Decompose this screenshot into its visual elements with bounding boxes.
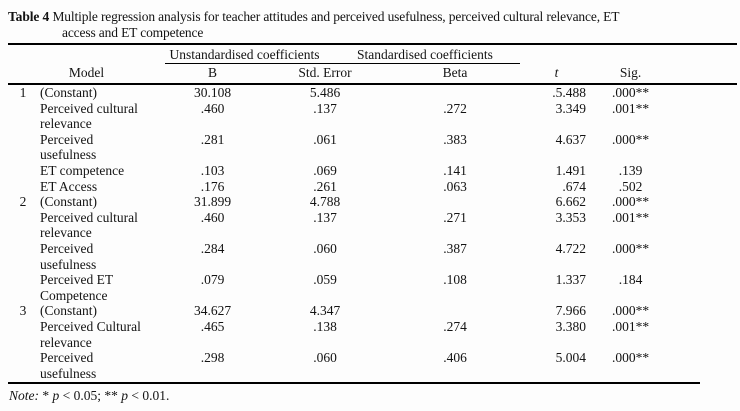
table-row [8, 84, 737, 101]
table-row [8, 210, 737, 241]
predictor-cell: (Constant) [40, 194, 97, 210]
sig-cell: .139 [618, 162, 643, 178]
t-value-cell: 4.722 [555, 240, 587, 256]
row-spacer-cell [668, 179, 737, 195]
note-text-2: < 0.05; ** [59, 388, 122, 404]
beta-cell: .271 [443, 209, 467, 225]
beta-cell: .387 [443, 240, 467, 256]
t-value-cell: 3.380 [555, 318, 587, 334]
std-error-cell: .069 [313, 162, 337, 178]
beta-cell [390, 303, 520, 319]
predictor-cell: ET competence [40, 162, 125, 178]
table-title-line1 [8, 9, 740, 25]
column-header-std-error: Std. Error [260, 64, 390, 85]
sig-cell: .001** [611, 318, 650, 334]
t-value-cell: .5.488 [552, 85, 587, 100]
predictor-cell: (Constant) [40, 303, 97, 319]
table-row [8, 319, 737, 350]
spanner-gap-right [520, 44, 737, 64]
model-number-cell [8, 101, 38, 132]
predictor-cell: Perceived Cultural relevance [40, 318, 141, 350]
std-error-cell: .138 [313, 318, 337, 334]
beta-cell: .274 [443, 318, 467, 334]
table-row [8, 163, 737, 179]
beta-cell [390, 84, 520, 101]
coefficient-b-cell: .284 [200, 240, 225, 256]
sig-cell: .184 [618, 272, 643, 288]
coefficient-b-cell: .460 [200, 209, 225, 225]
model-number-cell [8, 132, 38, 163]
predictor-cell: ET Access [40, 178, 98, 194]
column-header-beta: Beta [390, 64, 520, 85]
table-row [8, 101, 737, 132]
coefficient-b-cell: .465 [200, 318, 225, 334]
note-text-3: < 0.01. [128, 388, 170, 404]
predictor-cell: Perceived usefulness [40, 350, 97, 381]
std-error-cell: 4.347 [309, 303, 341, 319]
table-row [8, 179, 737, 195]
t-value-cell: 6.662 [555, 194, 587, 210]
spanner-standardised [357, 44, 520, 64]
sig-cell: .001** [611, 209, 650, 225]
model-number-cell: 2 [19, 194, 27, 210]
beta-cell: .063 [443, 178, 467, 194]
table-title-text: Multiple regression analysis for teacher attitudes and perceived usefulness, perceived cultural relevance, ET [52, 9, 620, 24]
predictor-cell: Perceived cultural relevance [40, 209, 138, 241]
model-number-cell: 1 [19, 85, 27, 100]
note-p-2: p [121, 388, 128, 404]
column-header-t [520, 64, 593, 85]
beta-cell: .108 [443, 272, 467, 288]
model-number-cell [8, 163, 38, 179]
beta-cell: .272 [443, 100, 467, 116]
std-error-cell: .137 [313, 100, 337, 116]
t-value-cell: 3.353 [555, 209, 587, 225]
std-error-cell: .261 [313, 178, 337, 194]
note-text-1: * [39, 388, 53, 404]
table-number-label: Table 4 [8, 9, 50, 24]
t-value-cell: 1.337 [555, 272, 587, 288]
table-title-line2: access and ET competence [62, 25, 204, 40]
row-spacer-cell [668, 350, 737, 381]
column-header-sig: Sig. [593, 64, 668, 85]
row-spacer-cell [668, 163, 737, 179]
table-row [8, 132, 737, 163]
table-row [8, 303, 737, 319]
coefficient-b-cell: 31.899 [193, 194, 232, 210]
note-label: Note: [9, 388, 39, 404]
std-error-cell: .137 [313, 209, 337, 225]
sig-cell: .502 [618, 178, 643, 194]
sig-cell: .000** [611, 194, 650, 210]
coefficient-b-cell: .079 [200, 272, 225, 288]
t-value-cell: 1.491 [555, 162, 587, 178]
std-error-cell: 4.788 [309, 194, 341, 210]
spanner-gap [8, 44, 165, 64]
column-header-model: Model [8, 64, 165, 85]
table-row [8, 272, 737, 303]
table-row [8, 194, 737, 210]
coefficient-b-cell: 34.627 [193, 303, 232, 319]
row-spacer-cell [668, 303, 737, 319]
sig-cell: .000** [611, 131, 650, 147]
predictor-cell: Perceived ET Competence [40, 272, 114, 303]
row-spacer-cell [668, 319, 737, 350]
coefficient-b-cell: .103 [200, 162, 225, 178]
t-label: t [554, 64, 559, 80]
std-error-cell: .060 [313, 350, 337, 366]
coefficient-b-cell: 30.108 [193, 85, 232, 100]
regression-table [8, 43, 737, 381]
coefficient-b-cell: .176 [200, 178, 225, 194]
coefficient-b-cell: .281 [200, 131, 225, 147]
t-value-cell: 3.349 [555, 100, 587, 116]
model-number-cell [8, 350, 38, 381]
model-number-cell [8, 272, 38, 303]
column-header-b: B [165, 64, 260, 85]
std-error-cell: 5.486 [309, 85, 341, 100]
table-row [8, 241, 737, 272]
beta-cell: .406 [443, 350, 467, 366]
row-spacer-cell [668, 132, 737, 163]
row-spacer-cell [668, 241, 737, 272]
t-value-cell: .674 [562, 178, 587, 194]
note-p-1: p [52, 388, 60, 404]
model-number-cell [8, 179, 38, 195]
beta-cell [390, 194, 520, 210]
coefficient-b-cell: .460 [200, 100, 225, 116]
model-number-cell: 3 [19, 303, 27, 319]
model-number-cell [8, 319, 38, 350]
sig-cell: .000** [611, 350, 650, 366]
spanner-unstandardised-label: Unstandardised coefficients [169, 47, 320, 62]
coefficient-b-cell: .298 [200, 350, 225, 366]
model-number-cell [8, 210, 38, 241]
t-value-cell: 5.004 [555, 350, 587, 366]
spanner-row [8, 44, 737, 64]
std-error-cell: .059 [313, 272, 337, 288]
table-row [8, 350, 737, 381]
sig-cell: .001** [611, 100, 650, 116]
table-note [9, 388, 740, 404]
row-spacer-cell [668, 101, 737, 132]
model-number-cell [8, 241, 38, 272]
sig-cell: .000** [611, 85, 650, 100]
std-error-cell: .060 [313, 240, 337, 256]
predictor-cell: Perceived usefulness [40, 240, 97, 272]
column-header-spacer [668, 64, 737, 85]
table-title [8, 9, 740, 41]
t-value-cell: 7.966 [555, 303, 587, 319]
predictor-cell: (Constant) [40, 85, 97, 100]
row-spacer-cell [668, 272, 737, 303]
std-error-cell: .061 [313, 131, 337, 147]
sig-cell: .000** [611, 240, 650, 256]
row-spacer-cell [668, 210, 737, 241]
table-header [8, 44, 737, 84]
table-body [8, 84, 737, 381]
beta-cell: .383 [443, 131, 467, 147]
column-header-row [8, 64, 737, 85]
t-value-cell: 4.637 [555, 131, 587, 147]
predictor-cell: Perceived usefulness [40, 131, 97, 163]
row-spacer-cell [668, 194, 737, 210]
row-spacer-cell [668, 84, 737, 101]
table-bottom-rule [8, 382, 700, 384]
sig-cell: .000** [611, 303, 650, 319]
spanner-standardised-label: Standardised coefficients [357, 47, 493, 62]
beta-cell: .141 [443, 162, 467, 178]
predictor-cell: Perceived cultural relevance [40, 100, 138, 132]
